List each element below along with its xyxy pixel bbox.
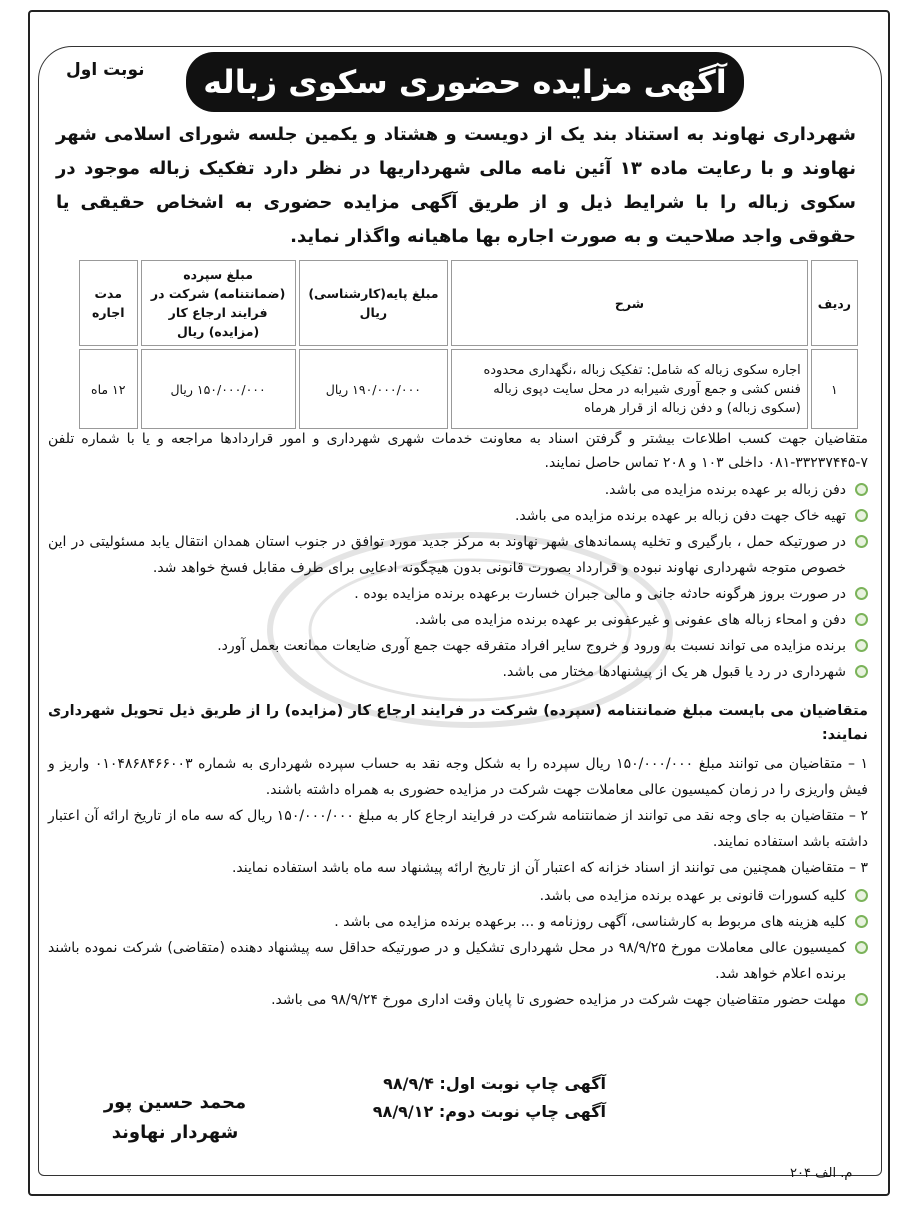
bullet-circle-icon bbox=[855, 613, 868, 626]
final-conditions-list bbox=[48, 883, 868, 1013]
list-item bbox=[48, 503, 868, 529]
list-item bbox=[48, 987, 868, 1013]
cell-row-number: ۱ bbox=[811, 349, 858, 429]
bullet-circle-icon bbox=[855, 941, 868, 954]
list-item bbox=[48, 607, 868, 633]
cell-base-price: ۱۹۰/۰۰۰/۰۰۰ ریال bbox=[299, 349, 448, 429]
header-row-number: ردیف bbox=[811, 260, 858, 346]
list-item bbox=[48, 935, 868, 987]
list-item-text: شهرداری در رد یا قبول هر یک از پیشنهادها مختار می باشد. bbox=[502, 664, 846, 680]
print-date-second: آگهی چاپ نوبت دوم: ۹۸/۹/۱۲ bbox=[372, 1102, 606, 1121]
list-item bbox=[48, 477, 868, 503]
list-item-text: تهیه خاک جهت دفن زباله بر عهده برنده مزایده می باشد. bbox=[514, 508, 846, 524]
bullet-circle-icon bbox=[855, 535, 868, 548]
footer-code: م. الف ۲۰۴ bbox=[790, 1166, 853, 1181]
cell-description: اجاره سکوی زباله که شامل: تفکیک زباله ،نگهداری محدوده فنس کشی و جمع آوری شیرابه در محل سایت دپوی زباله (سکوی زباله) و دفن زباله از قرار هرماه bbox=[451, 349, 808, 429]
bullet-circle-icon bbox=[855, 993, 868, 1006]
table-row bbox=[79, 349, 858, 429]
bullet-circle-icon bbox=[855, 665, 868, 678]
conditions-list bbox=[48, 477, 868, 685]
bullet-circle-icon bbox=[855, 587, 868, 600]
deposit-option: ۲ – متقاضیان به جای وجه نقد می توانند از ضمانتنامه شرکت در فرایند ارجاع کار به مبلغ ۱۵۰/۰۰۰/۰۰۰ ریال که سه ماه از تاریخ ارائه آن اعتبار داشته باشد استفاده نمایند. bbox=[48, 808, 868, 850]
cell-term: ۱۲ ماه bbox=[79, 349, 138, 429]
bullet-circle-icon bbox=[855, 915, 868, 928]
conditions-section bbox=[48, 427, 868, 1013]
deposit-option: ۳ – متقاضیان همچنین می توانند از اسناد خزانه که اعتبار آن از تاریخ ارائه پیشنهاد سه ماه باشد استفاده نمایند. bbox=[231, 860, 868, 876]
list-item bbox=[48, 581, 868, 607]
page-title: آگهی مزایده حضوری سکوی زباله bbox=[186, 52, 744, 112]
contact-paragraph: متقاضیان جهت کسب اطلاعات بیشتر و گرفتن اسناد به معاونت خدمات شهری شهرداری و امور قراردادها مراجعه و یا با شماره تلفن ۷-۳۳۲۳۷۴۴۵-۰۸۱ داخلی ۱۰۳ و ۲۰۸ تماس حاصل نمایند. bbox=[48, 431, 868, 471]
list-item-text: دفن و امحاء زباله های عفونی و غیرعفونی بر عهده برنده مزایده می باشد. bbox=[414, 612, 846, 628]
list-item bbox=[48, 659, 868, 685]
deposit-heading: متقاضیان می بایست مبلغ ضمانتنامه (سپرده) شرکت در فرایند ارجاع کار (مزایده) را از طریق ذیل تحویل شهرداری نمایند: bbox=[48, 703, 868, 743]
list-item-text: کمیسیون عالی معاملات مورخ ۹۸/۹/۲۵ در محل شهرداری تشکیل و در صورتیکه حداقل سه پیشنهاد دهنده (متقاضی) شرکت نموده باشند برنده اعلام خواهد شد. bbox=[48, 940, 846, 982]
deposit-option: ۱ – متقاضیان می توانند مبلغ ۱۵۰/۰۰۰/۰۰۰ ریال سپرده را به شکل وجه نقد به حساب سپرده شهرداری به شماره ۰۱۰۴۸۶۸۴۶۶۰۰۳ واریز و فیش واریزی را در زمان کمیسیون عالی معاملات جهت شرکت در مزایده حضوری به همراه داشته باشند. bbox=[48, 756, 868, 798]
bullet-circle-icon bbox=[855, 483, 868, 496]
table-header-row bbox=[79, 260, 858, 346]
bullet-circle-icon bbox=[855, 889, 868, 902]
list-item-text: کلیه هزینه های مربوط به کارشناسی، آگهی روزنامه و ... برعهده برنده مزایده می باشد . bbox=[334, 914, 846, 930]
list-item-text: دفن زباله بر عهده برنده مزایده می باشد. bbox=[604, 482, 846, 498]
header-term: مدت اجاره bbox=[79, 260, 138, 346]
auction-table bbox=[76, 257, 861, 432]
deposit-options bbox=[48, 751, 868, 881]
header-base-price: مبلغ پایه(کارشناسی) ریال bbox=[299, 260, 448, 346]
list-item bbox=[48, 633, 868, 659]
list-item-text: کلیه کسورات قانونی بر عهده برنده مزایده می باشد. bbox=[539, 888, 846, 904]
list-item-text: مهلت حضور متقاضیان جهت شرکت در مزایده حضوری تا پایان وقت اداری مورخ ۹۸/۹/۲۴ می باشد. bbox=[271, 992, 846, 1008]
intro-paragraph: شهرداری نهاوند به استناد بند یک از دویست و هشتاد و یکمین جلسه شورای اسلامی شهر نهاوند و با رعایت ماده ۱۳ آئین نامه مالی شهرداریها در نظر دارد تفکیک زباله موجود در سکوی زباله را با شرایط ذیل و از طریق آگهی مزایده حضوری به اشخاص حقیقی یا حقوقی واجد صلاحیت و به صورت اجاره بها ماهیانه واگذار نماید. bbox=[56, 124, 856, 247]
round-label: نوبت اول bbox=[66, 60, 145, 80]
cell-deposit: ۱۵۰/۰۰۰/۰۰۰ ریال bbox=[141, 349, 296, 429]
list-item-text: برنده مزایده می تواند نسبت به ورود و خروج سایر افراد متفرقه جهت جمع آوری ضایعات ممانعت بعمل آورد. bbox=[217, 638, 846, 654]
bullet-circle-icon bbox=[855, 639, 868, 652]
list-item-text: در صورتیکه حمل ، بارگیری و تخلیه پسماندهای شهر نهاوند به مرکز جدید مورد توافق در جنوب استان همدان انتقال یابد مسئولیتی در این خصوص متوجه شهرداری نهاوند نبوده و قرارداد بصورت قانونی بدون هیچگونه ادعایی برای طرف مقابل فسخ خواهد شد. bbox=[48, 534, 846, 576]
header-description: شرح bbox=[451, 260, 808, 346]
list-item bbox=[48, 883, 868, 909]
signature-block bbox=[80, 1088, 270, 1148]
signer-title: شهردار نهاوند bbox=[111, 1122, 239, 1143]
list-item-text: در صورت بروز هرگونه حادثه جانی و مالی جبران خسارت برعهده برنده مزایده بوده . bbox=[354, 586, 846, 602]
signer-name: محمد حسین پور bbox=[103, 1092, 247, 1113]
print-date-first: آگهی چاپ نوبت اول: ۹۸/۹/۴ bbox=[383, 1074, 606, 1093]
print-dates bbox=[336, 1070, 606, 1126]
bullet-circle-icon bbox=[855, 509, 868, 522]
header-deposit: مبلغ سپرده (ضمانتنامه) شرکت در فرایند ارجاع کار (مزایده) ریال bbox=[141, 260, 296, 346]
list-item bbox=[48, 529, 868, 581]
list-item bbox=[48, 909, 868, 935]
